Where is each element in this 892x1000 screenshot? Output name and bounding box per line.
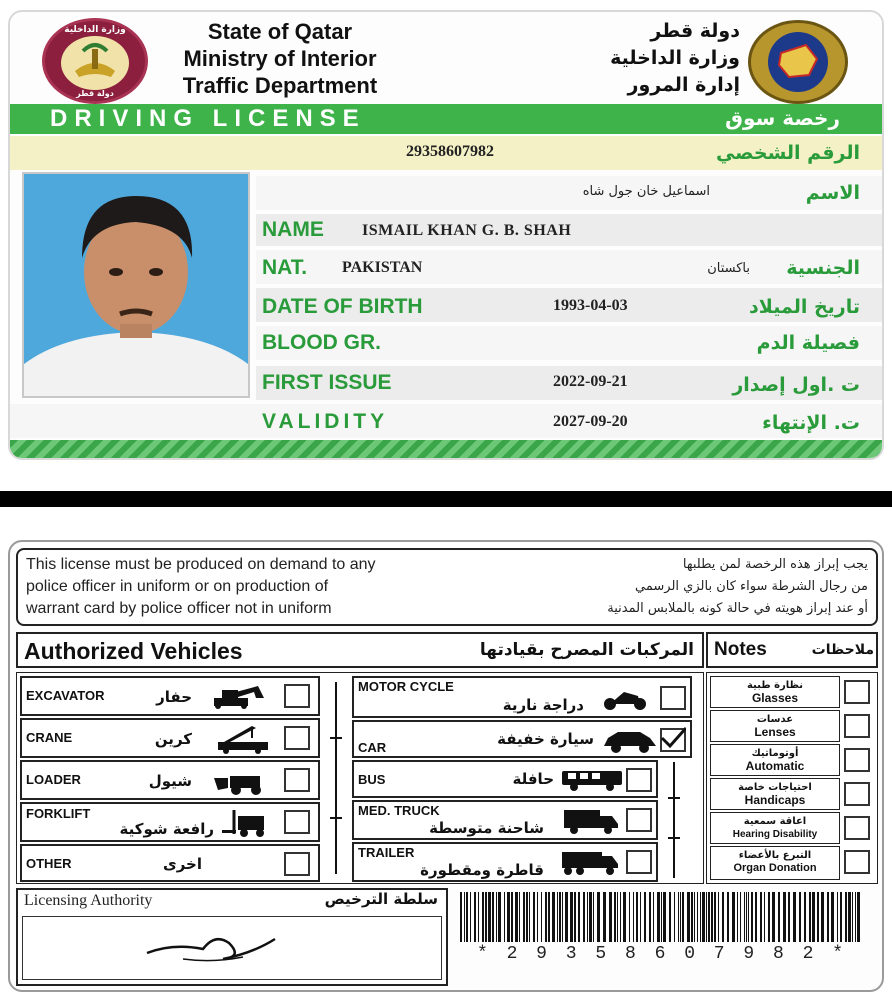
vehicle-label: EXCAVATOR — [26, 688, 105, 703]
header-department-ar: إدارة المرور — [627, 74, 740, 96]
date-of-birth: 1993-04-03 — [553, 297, 628, 314]
dob-label-ar: تاريخ الميلاد — [749, 296, 860, 318]
ministry-emblem — [42, 18, 148, 104]
barcode-bar — [793, 892, 796, 942]
vehicle-row-loader — [20, 760, 320, 800]
vehicle-label-ar: دراجة نارية — [502, 696, 584, 714]
vehicle-label: MED. TRUCK — [358, 803, 440, 818]
dob-label: DATE OF BIRTH — [262, 295, 423, 318]
barcode-bar — [485, 892, 487, 942]
barcode-bar — [574, 892, 576, 942]
barcode-bar — [727, 892, 729, 942]
vehicle-label: OTHER — [26, 856, 72, 871]
barcode-bar — [649, 892, 651, 942]
vehicle-label: MOTOR CYCLE — [358, 679, 454, 694]
barcode-bar — [678, 892, 679, 942]
barcode-bar — [620, 892, 621, 942]
note-label-ar: اعاقة سمعية — [743, 816, 807, 827]
vehicle-row-bus — [352, 760, 658, 798]
note-hearing — [710, 812, 840, 844]
notice-box — [16, 548, 878, 626]
vehicle-row-forklift — [20, 802, 320, 842]
barcode-bar — [799, 892, 801, 942]
license-title-ar: رخصة سوق — [725, 106, 840, 130]
notice-ar-line-3: أو عند إبراز هويته في حالة كونه بالملابس المدنية — [607, 601, 868, 616]
vehicle-label-ar: سيارة خفيفة — [497, 730, 594, 748]
note-label-ar: احتياجات خاصة — [738, 782, 812, 793]
notice-line-1: This license must be produced on demand to any — [26, 556, 376, 573]
note-automatic — [710, 744, 840, 776]
barcode-bar — [674, 892, 675, 942]
barcode-bar — [614, 892, 616, 942]
authorized-vehicles-title: Authorized Vehicles — [24, 638, 243, 664]
license-front-card — [8, 10, 884, 460]
barcode-bar — [507, 892, 510, 942]
note-label-ar: عدسات — [756, 714, 794, 725]
barcode-bar — [744, 892, 745, 942]
first-issue-date: 2022-09-21 — [553, 373, 628, 390]
right-vehicles — [352, 676, 700, 880]
barcode-bar — [657, 892, 660, 942]
motorcycle-icon — [600, 684, 650, 712]
barcode-bar — [498, 892, 501, 942]
barcode-bar — [722, 892, 724, 942]
licensing-authority-box — [16, 888, 448, 986]
barcode-bar — [697, 892, 698, 942]
vehicle-label-ar: حافلة — [512, 770, 554, 788]
barcode-bar — [702, 892, 705, 942]
barcode-bar — [464, 892, 465, 942]
barcode-bar — [682, 892, 684, 942]
note-label: Handicaps — [744, 793, 806, 807]
barcode-bar — [537, 892, 538, 942]
barcode-bar — [529, 892, 530, 942]
notice-ar-line-2: من رجال الشرطة سواء كان بالزي الرسمي — [635, 579, 868, 594]
vehicle-row-excavator — [20, 676, 320, 716]
note-label: Lenses — [754, 725, 796, 739]
barcode — [456, 892, 868, 944]
barcode-bar — [653, 892, 654, 942]
validity-label-ar: ت. الإنتهاء — [762, 412, 860, 434]
loader-checkbox[interactable] — [284, 768, 310, 792]
barcode-bar — [470, 892, 471, 942]
glasses-checkbox[interactable] — [844, 680, 870, 704]
barcode-bar — [804, 892, 806, 942]
barcode-bar — [640, 892, 641, 942]
barcode-bar — [559, 892, 561, 942]
bus-checkbox[interactable] — [626, 768, 652, 792]
portrait-graphic — [24, 174, 248, 396]
name-label-ar: الاسم — [805, 182, 860, 204]
vehicle-label-ar: رافعة شوكية — [119, 820, 214, 838]
barcode-bar — [644, 892, 646, 942]
hearing-checkbox[interactable] — [844, 816, 870, 840]
vehicle-label-ar: كرين — [154, 730, 192, 748]
barcode-bar — [751, 892, 753, 942]
note-label-ar: أوتوماتيك — [751, 748, 799, 759]
notice-arabic — [478, 554, 868, 620]
gcc-emblem-graphic — [751, 23, 845, 101]
left-bracket — [322, 678, 350, 878]
notes-header — [706, 632, 878, 668]
barcode-bar — [533, 892, 535, 942]
emblem-text-bottom: دولة قطر — [76, 89, 114, 98]
forklift-checkbox[interactable] — [284, 810, 310, 834]
barcode-bar — [557, 892, 558, 942]
excavator-checkbox[interactable] — [284, 684, 310, 708]
barcode-bar — [845, 892, 847, 942]
holder-name: ISMAIL KHAN G. B. SHAH — [362, 222, 572, 239]
validity-label: VALIDITY — [262, 410, 389, 433]
barcode-bar — [680, 892, 681, 942]
left-vehicles — [20, 676, 320, 880]
right-bracket — [660, 758, 688, 882]
barcode-bar — [840, 892, 842, 942]
barcode-bar — [587, 892, 588, 942]
card-divider — [0, 491, 892, 507]
excavator-icon — [196, 684, 266, 710]
motorcycle-checkbox[interactable] — [660, 686, 686, 710]
vehicle-label-ar: شيول — [148, 772, 192, 790]
vehicle-row-car — [352, 720, 692, 758]
trailer-icon — [560, 850, 620, 878]
barcode-bar — [519, 892, 520, 942]
note-lenses — [710, 710, 840, 742]
vehicle-label: BUS — [358, 772, 386, 787]
personal-number-label-ar: الرقم الشخصي — [715, 142, 860, 164]
license-back-card — [8, 540, 884, 992]
barcode-bar — [633, 892, 634, 942]
authorized-vehicles-header — [16, 632, 704, 668]
car-icon — [602, 728, 658, 754]
barcode-bar — [482, 892, 484, 942]
barcode-bar — [718, 892, 719, 942]
barcode-number: * 2 9 3 5 8 6 0 7 9 8 2 * — [476, 944, 848, 964]
barcode-bar — [708, 892, 710, 942]
header-english — [150, 18, 410, 99]
header-ministry-ar: وزارة الداخلية — [610, 47, 740, 69]
barcode-bar — [711, 892, 713, 942]
barcode-bar — [541, 892, 542, 942]
personal-number: 29358607982 — [406, 143, 494, 160]
barcode-bar — [732, 892, 735, 942]
barcode-bar — [768, 892, 770, 942]
vehicle-label: LOADER — [26, 772, 81, 787]
barcode-bar — [603, 892, 606, 942]
vehicle-row-med-truck — [352, 800, 658, 840]
notice-line-3: warrant card by police officer not in uniform — [26, 600, 332, 617]
barcode-bar — [831, 892, 834, 942]
authorized-vehicles-title-ar: المركبات المصرح بقيادتها — [479, 640, 694, 660]
note-organ-donation — [710, 846, 840, 880]
barcode-bar — [855, 892, 856, 942]
barcode-bar — [706, 892, 707, 942]
vehicle-row-other — [20, 844, 320, 882]
barcode-bar — [827, 892, 829, 942]
barcode-bar — [740, 892, 741, 942]
nationality-ar: باكستان — [707, 261, 750, 276]
barcode-bar — [623, 892, 626, 942]
blood-group-label-ar: فصيلة الدم — [756, 332, 860, 354]
barcode-bar — [562, 892, 563, 942]
barcode-bar — [629, 892, 630, 942]
holder-name-ar: اسماعيل خان جول شاه — [582, 184, 710, 199]
name-label: NAME — [262, 218, 324, 241]
barcode-bar — [466, 892, 468, 942]
barcode-bar — [609, 892, 612, 942]
emblem-text-top: وزارة الداخلية — [64, 25, 126, 35]
blood-group-label: BLOOD GR. — [262, 331, 381, 354]
vehicle-label-ar: شاحنة متوسطة — [429, 819, 544, 837]
vehicle-label-ar: اخرى — [162, 855, 202, 873]
nationality-label: NAT. — [262, 256, 308, 279]
vehicle-label-ar: حفار — [156, 688, 192, 706]
barcode-bar — [589, 892, 592, 942]
signature-mark — [143, 929, 283, 969]
vehicle-label-ar: قاطرة ومقطورة — [420, 861, 544, 879]
note-label: Organ Donation — [733, 862, 817, 874]
barcode-bar — [714, 892, 716, 942]
holder-photo — [22, 172, 250, 398]
barcode-bar — [663, 892, 666, 942]
handicaps-checkbox[interactable] — [844, 782, 870, 806]
loader-icon — [212, 768, 278, 796]
signature-box — [22, 916, 442, 980]
nationality-label-ar: الجنسية — [786, 257, 860, 279]
barcode-bar — [817, 892, 819, 942]
note-handicaps — [710, 778, 840, 810]
barcode-bar — [552, 892, 555, 942]
vehicle-row-crane — [20, 718, 320, 758]
vehicle-label: TRAILER — [358, 845, 415, 860]
notice-line-2: police officer in uniform or on production of — [26, 578, 329, 595]
header-ministry: Ministry of Interior — [183, 46, 377, 71]
vehicle-label: FORKLIFT — [26, 806, 91, 821]
barcode-bar — [545, 892, 547, 942]
barcode-bar — [593, 892, 594, 942]
note-label: Hearing Disability — [732, 829, 818, 840]
barcode-bar — [852, 892, 853, 942]
notice-ar-line-1: يجب إبراز هذه الرخصة لمن يطلبها — [682, 557, 868, 572]
barcode-bar — [755, 892, 757, 942]
barcode-bar — [504, 892, 505, 942]
barcode-bar — [636, 892, 638, 942]
vehicle-row-motorcycle — [352, 676, 692, 718]
truck-icon — [562, 808, 620, 836]
barcode-bar — [526, 892, 528, 942]
barcode-bar — [515, 892, 518, 942]
header-state: State of Qatar — [207, 19, 353, 44]
barcode-bar — [583, 892, 585, 942]
barcode-bar — [565, 892, 568, 942]
note-glasses — [710, 676, 840, 708]
barcode-bar — [617, 892, 618, 942]
header-arabic — [570, 18, 740, 99]
barcode-bar — [570, 892, 573, 942]
med-truck-checkbox[interactable] — [626, 808, 652, 832]
note-label-ar: نظارة طبية — [746, 680, 804, 691]
barcode-bar — [778, 892, 780, 942]
barcode-bar — [772, 892, 775, 942]
first-issue-label-ar: ت .اول إصدار — [732, 374, 860, 396]
barcode-bar — [597, 892, 600, 942]
barcode-bar — [478, 892, 479, 942]
lenses-checkbox[interactable] — [844, 714, 870, 738]
barcode-bar — [788, 892, 790, 942]
forklift-icon — [220, 808, 276, 838]
trailer-checkbox[interactable] — [626, 850, 652, 874]
barcode-bar — [748, 892, 749, 942]
gcc-emblem — [748, 20, 848, 104]
barcode-bar — [511, 892, 513, 942]
license-title: DRIVING LICENSE — [50, 105, 366, 132]
note-label-ar: التبرع بالأعضاء — [738, 850, 812, 861]
barcode-bar — [812, 892, 815, 942]
organ-donation-checkbox[interactable] — [844, 850, 870, 874]
licensing-authority-label: Licensing Authority — [24, 892, 153, 909]
barcode-bar — [694, 892, 695, 942]
barcode-bar — [821, 892, 824, 942]
barcode-bar — [661, 892, 662, 942]
header-state-ar: دولة قطر — [650, 20, 740, 42]
barcode-bar — [837, 892, 838, 942]
checkmark-icon — [658, 726, 686, 750]
vehicle-label: CRANE — [26, 730, 73, 745]
barcode-bar — [809, 892, 811, 942]
barcode-bar — [746, 892, 747, 942]
barcode-bar — [492, 892, 494, 942]
notes-title-ar: ملاحظات — [811, 642, 874, 658]
barcode-bar — [700, 892, 701, 942]
barcode-bar — [488, 892, 491, 942]
barcode-bar — [783, 892, 786, 942]
bus-icon — [560, 768, 624, 792]
crane-checkbox[interactable] — [284, 726, 310, 750]
barcode-bar — [669, 892, 671, 942]
barcode-bar — [578, 892, 580, 942]
automatic-checkbox[interactable] — [844, 748, 870, 772]
crane-icon — [212, 724, 282, 754]
header-department: Traffic Department — [182, 73, 378, 98]
barcode-bar — [857, 892, 860, 942]
barcode-bar — [737, 892, 738, 942]
barcode-bar — [691, 892, 693, 942]
note-label: Glasses — [751, 691, 799, 705]
barcode-bar — [848, 892, 851, 942]
barcode-bar — [687, 892, 690, 942]
barcode-bar — [548, 892, 550, 942]
decorative-border-band — [10, 440, 884, 460]
notice-english — [26, 554, 516, 620]
other-checkbox[interactable] — [284, 852, 310, 876]
licensing-authority-label-ar: سلطة الترخيص — [324, 890, 438, 908]
barcode-bar — [523, 892, 525, 942]
barcode-bar — [760, 892, 762, 942]
first-issue-label: FIRST ISSUE — [262, 371, 392, 394]
nationality: PAKISTAN — [342, 259, 423, 276]
validity-date: 2027-09-20 — [553, 413, 628, 430]
barcode-bar — [460, 892, 462, 942]
notes-title: Notes — [714, 639, 767, 660]
note-label: Automatic — [745, 759, 805, 773]
barcode-bar — [496, 892, 497, 942]
barcode-bar — [474, 892, 476, 942]
vehicle-row-trailer — [352, 842, 658, 882]
vehicle-label: CAR — [358, 740, 387, 755]
barcode-bar — [764, 892, 765, 942]
car-checkbox[interactable] — [660, 728, 686, 752]
